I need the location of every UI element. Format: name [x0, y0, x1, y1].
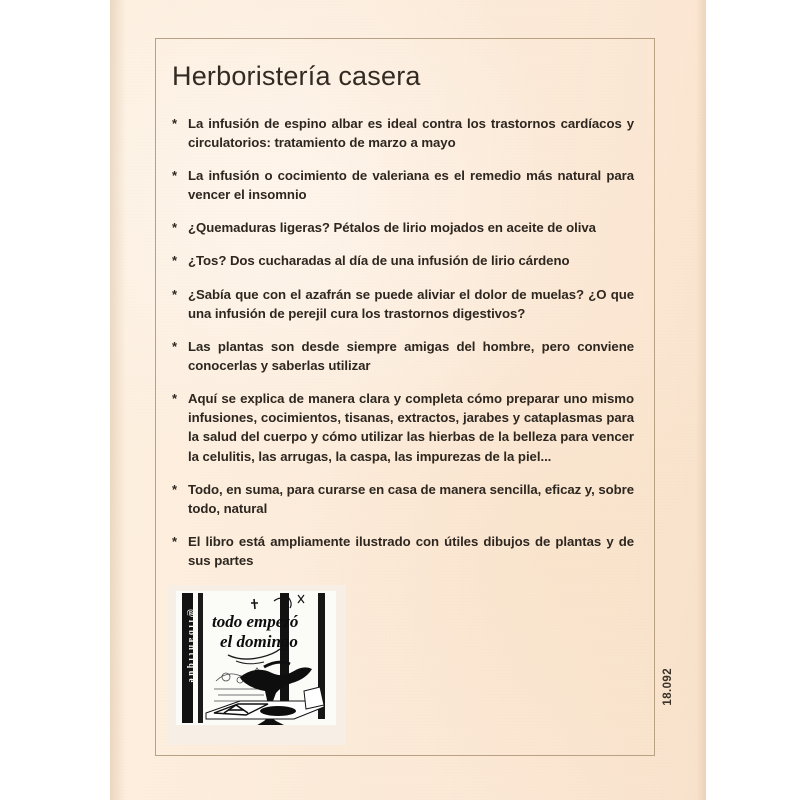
list-item-text: La infusión de espino albar es ideal contra los trastornos cardíacos y circulatorios: tratamiento de marzo a mayo [188, 115, 634, 150]
bullet-marker-icon: * [172, 391, 178, 407]
bullet-marker-icon: * [172, 220, 178, 236]
list-item [172, 285, 634, 323]
list-item [172, 114, 634, 152]
list-item [172, 166, 634, 204]
watermark-headline-line2: el domingo [220, 632, 298, 651]
page-right-edge-shadow [696, 0, 706, 800]
list-item [172, 337, 634, 375]
bullet-marker-icon: * [172, 115, 178, 131]
watermark-vertical-credit: @libantique [187, 609, 197, 685]
list-item [172, 480, 634, 518]
book-back-cover-page [110, 0, 706, 800]
list-item [172, 389, 634, 466]
list-item-text: Todo, en suma, para curarse en casa de manera sencilla, eficaz y, sobre todo, natural [188, 481, 635, 516]
list-item-text: El libro está ampliamente ilustrado con útiles dibujos de plantas y de sus partes [188, 533, 634, 569]
bullet-marker-icon: * [172, 253, 178, 269]
list-item [172, 532, 634, 570]
list-item-text: La infusión o cocimiento de valeriana es el remedio más natural para vencer el insomnio [188, 167, 634, 203]
list-item [172, 218, 634, 237]
page-gutter-shadow [110, 0, 126, 800]
bullet-marker-icon: * [172, 481, 178, 497]
watermark-svg [168, 585, 346, 745]
catalog-number: 18.092 [662, 668, 674, 706]
list-item-text: Aquí se explica de manera clara y completa cómo preparar uno mismo infusiones, cocimientos, tisanas, extractos, jarabes y cataplasmas para la salud del cuerpo y cómo utilizar las hierbas de la belleza para vencer la celulitis, las arrugas, la caspa, las impurezas de la piel... [188, 391, 634, 464]
page-title: Herboristería casera [172, 61, 421, 91]
list-item-text: Las plantas son desde siempre amigas del hombre, pero conviene conocerlas y saberlas utilizar [188, 338, 634, 373]
cover-content [172, 62, 642, 584]
watermark-headline-line1: todo empezó [212, 612, 299, 631]
list-item-text: ¿Tos? Dos cucharadas al día de una infusión de lirio cárdeno [188, 253, 570, 269]
watermark-image [168, 585, 346, 745]
list-item-text: ¿Sabía que con el azafrán se puede aliviar el dolor de muelas? ¿O que una infusión de perejil cura los trastornos digestivos? [188, 286, 634, 321]
bullet-marker-icon: * [172, 286, 178, 302]
bullet-marker-icon: * [172, 167, 178, 183]
bullet-list [172, 114, 634, 571]
bullet-marker-icon: * [172, 533, 178, 549]
list-item-text: ¿Quemaduras ligeras? Pétalos de lirio mojados en aceite de oliva [188, 220, 596, 236]
list-item [172, 251, 634, 270]
bullet-marker-icon: * [172, 338, 178, 354]
watermark-illustration [168, 585, 346, 745]
